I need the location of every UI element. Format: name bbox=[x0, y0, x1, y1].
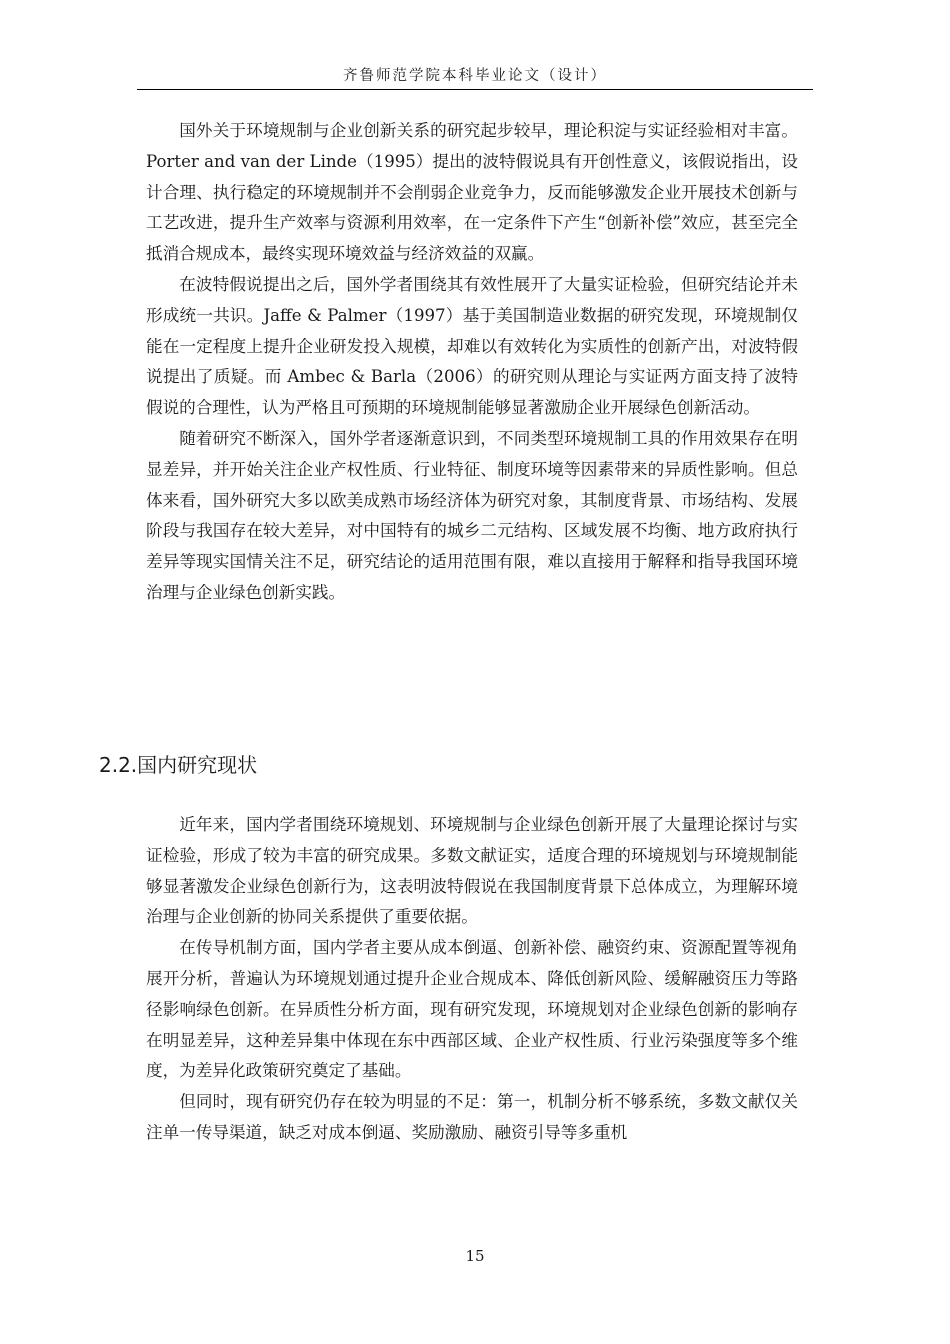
header-rule bbox=[137, 89, 813, 90]
domestic-research-text bbox=[146, 810, 798, 1149]
foreign-research-text bbox=[146, 116, 798, 609]
paragraph: 在传导机制方面，国内学者主要从成本倒逼、创新补偿、融资约束、资源配置等视角展开分析，普遍认为环境规划通过提升企业合规成本、降低创新风险、缓解融资压力等路径影响绿色创新。在异质性分析方面，现有研究发现，环境规划对企业绿色创新的影响存在明显差异，这种差异集中体现在东中西部区域、企业产权性质、行业污染强度等多个维度，为差异化政策研究奠定了基础。 bbox=[146, 938, 798, 1081]
section-heading: 2.2.国内研究现状 bbox=[99, 753, 258, 777]
paragraph: 随着研究不断深入，国外学者逐渐意识到，不同类型环境规制工具的作用效果存在明显差异，并开始关注企业产权性质、行业特征、制度环境等因素带来的异质性影响。但总体来看，国外研究大多以欧美成熟市场经济体为研究对象，其制度背景、市场结构、发展阶段与我国存在较大差异，对中国特有的城乡二元结构、区域发展不均衡、地方政府执行差异等现实国情关注不足，研究结论的适用范围有限，难以直接用于解释和指导我国环境治理与企业绿色创新实践。 bbox=[146, 428, 798, 602]
paragraph: 近年来，国内学者围绕环境规划、环境规制与企业绿色创新开展了大量理论探讨与实证检验，形成了较为丰富的研究成果。多数文献证实，适度合理的环境规划与环境规制能够显著激发企业绿色创新行为，这表明波特假说在我国制度背景下总体成立，为理解环境治理与企业创新的协同关系提供了重要依据。 bbox=[146, 815, 798, 927]
paragraph: 但同时，现有研究仍存在较为明显的不足：第一，机制分析不够系统，多数文献仅关注单一传导渠道，缺乏对成本倒逼、奖励激励、融资引导等多重机 bbox=[146, 1092, 798, 1142]
paragraph: 在波特假说提出之后，国外学者围绕其有效性展开了大量实证检验，但研究结论并未形成统一共识。Jaffe & Palmer（1997）基于美国制造业数据的研究发现，环境规制仅能在一定程度上提升企业研发投入规模，却难以有效转化为实质性的创新产出，对波特假说提出了质疑。而 Ambec & Barla（2006）的研究则从理论与实证两方面支持了波特假说的合理性，认为严格且可预期的环境规制能够显著激励企业开展绿色创新活动。 bbox=[146, 274, 798, 418]
page-number: 15 bbox=[465, 1247, 485, 1265]
paragraph: 国外关于环境规制与企业创新关系的研究起步较早，理论积淀与实证经验相对丰富。Porter and van der Linde（1995）提出的波特假说具有开创性意义，该假说指出，设计合理、执行稳定的环境规制并不会削弱企业竞争力，反而能够激发企业开展技术创新与工艺改进，提升生产效率与资源利用效率，在一定条件下产生“创新补偿”效应，甚至完全抵消合规成本，最终实现环境效益与经济效益的双赢。 bbox=[146, 121, 798, 264]
running-header: 齐鲁师范学院本科毕业论文（设计） bbox=[343, 68, 607, 84]
